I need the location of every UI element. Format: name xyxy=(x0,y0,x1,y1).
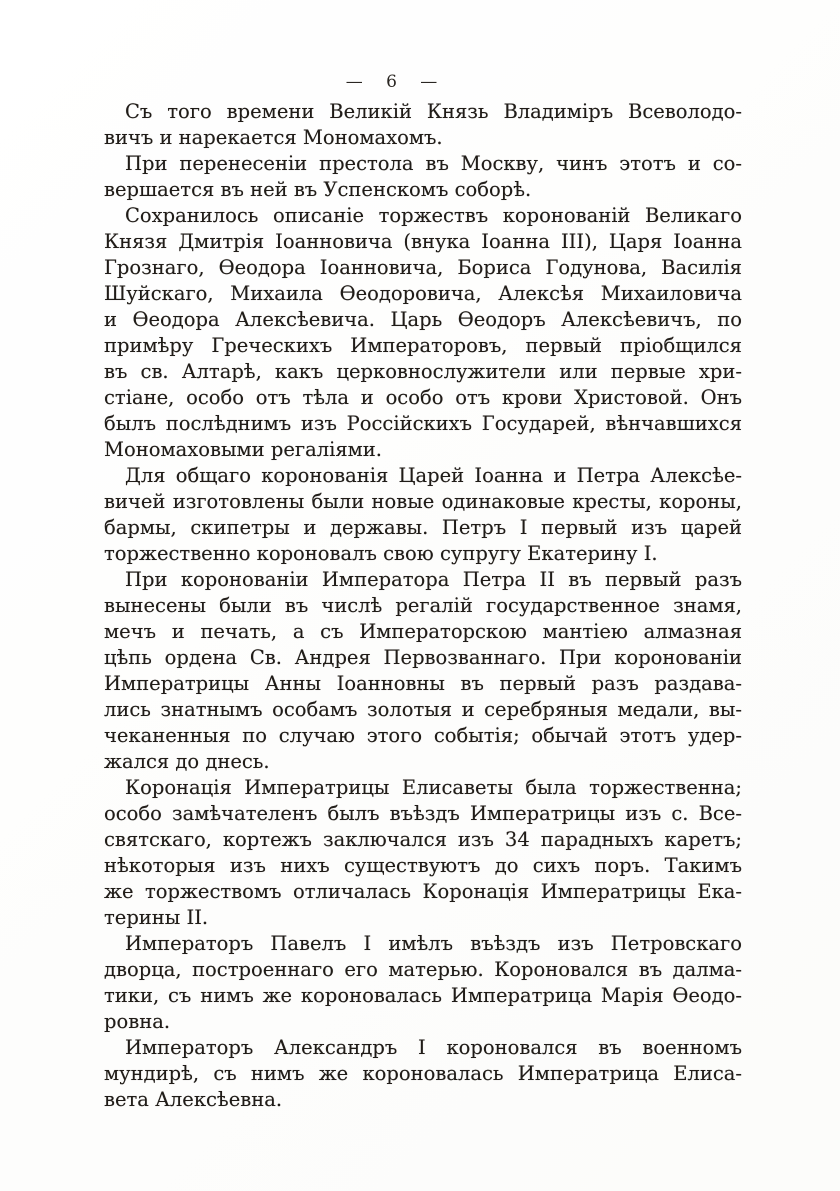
text-line: мечъ и печать, а съ Императорскою мантіею алмазная xyxy=(104,620,742,643)
text-line: ровна. xyxy=(104,1010,171,1033)
text-line: Грознаго, Ѳеодора Іоанновича, Бориса Годунова, Василія xyxy=(104,256,742,279)
text-line: Императоръ Александръ I короновался въ военномъ xyxy=(125,1036,742,1059)
text-line: Князя Дмитрія Іоанновича (внука Іоанна III), Царя Іоанна xyxy=(104,230,742,253)
text-line: терины II. xyxy=(104,906,209,929)
text-line: При коронованіи Императора Петра II въ первый разъ xyxy=(125,568,742,591)
text-line: вынесены были въ числѣ регалій государственное знамя, xyxy=(104,594,742,617)
text-line: торжественно короновалъ свою супругу Екатерину I. xyxy=(104,542,658,565)
text-line: Коронація Императрицы Елисаветы была торжественна; xyxy=(125,776,742,799)
page-text xyxy=(104,99,742,1113)
text-line: былъ послѣднимъ изъ Россійскихъ Государей, вѣнчавшихся xyxy=(104,412,742,435)
page-number: — 6 — xyxy=(345,72,439,92)
text-line: мундирѣ, съ нимъ же короновалась Императрица Елиса- xyxy=(104,1062,742,1085)
text-line: вета Алексѣевна. xyxy=(104,1088,283,1111)
text-line: Съ того времени Великій Князь Владиміръ Всеволодо- xyxy=(125,100,742,123)
text-line: Императоръ Павелъ I имѣлъ въѣздъ изъ Петровскаго xyxy=(125,932,742,955)
text-line: При перенесеніи престола въ Москву, чинъ этотъ и со- xyxy=(125,152,742,175)
text-line: вершается въ ней въ Успенскомъ соборѣ. xyxy=(104,178,532,201)
text-line: и Ѳеодора Алексѣевича. Царь Ѳеодоръ Алексѣевичъ, по xyxy=(104,308,742,331)
text-line: жался до днесь. xyxy=(104,750,270,773)
text-line: Мономаховыми регаліями. xyxy=(104,438,382,461)
text-line: Императрицы Анны Іоанновны въ первый разъ раздава- xyxy=(104,672,742,695)
text-line: вичей изготовлены были новые одинаковые кресты, короны, xyxy=(104,490,742,513)
text-line: Для общаго коронованія Царей Іоанна и Петра Алексѣе- xyxy=(125,464,742,487)
text-line: Шуйскаго, Михаила Ѳеодоровича, Алексѣя Михаиловича xyxy=(104,282,742,305)
text-line: тики, съ нимъ же короновалась Императрица Марія Ѳеодо- xyxy=(104,984,742,1007)
text-line: же торжествомъ отличалась Коронація Императрицы Ека- xyxy=(104,880,742,903)
text-line: въ св. Алтарѣ, какъ церковнослужители или первые хри- xyxy=(104,360,742,383)
text-line: цѣпь ордена Св. Андрея Первозваннаго. При коронованіи xyxy=(104,646,742,669)
text-line: бармы, скипетры и державы. Петръ I первый изъ царей xyxy=(104,516,742,539)
text-line: чеканенныя по случаю этого событія; обычай этотъ удер- xyxy=(104,724,742,747)
text-line: святскаго, кортежъ заключался изъ 34 парадныхъ каретъ; xyxy=(104,828,742,851)
text-line: нѣкоторыя изъ нихъ существуютъ до сихъ поръ. Такимъ xyxy=(104,854,742,877)
text-line: примѣру Греческихъ Императоровъ, первый пріобщился xyxy=(104,334,742,357)
text-line: вичъ и нарекается Мономахомъ. xyxy=(104,126,443,149)
text-line: Сохранилось описаніе торжествъ коронованій Великаго xyxy=(125,204,742,227)
text-line: стіане, особо отъ тѣла и особо отъ крови Христовой. Онъ xyxy=(104,386,742,409)
text-line: особо замѣчателенъ былъ въѣздъ Императрицы изъ с. Все- xyxy=(104,802,742,825)
text-line: дворца, построеннаго его матерью. Короновался въ далма- xyxy=(104,958,742,981)
text-line: лись знатнымъ особамъ золотыя и серебряныя медали, вы- xyxy=(104,698,742,721)
